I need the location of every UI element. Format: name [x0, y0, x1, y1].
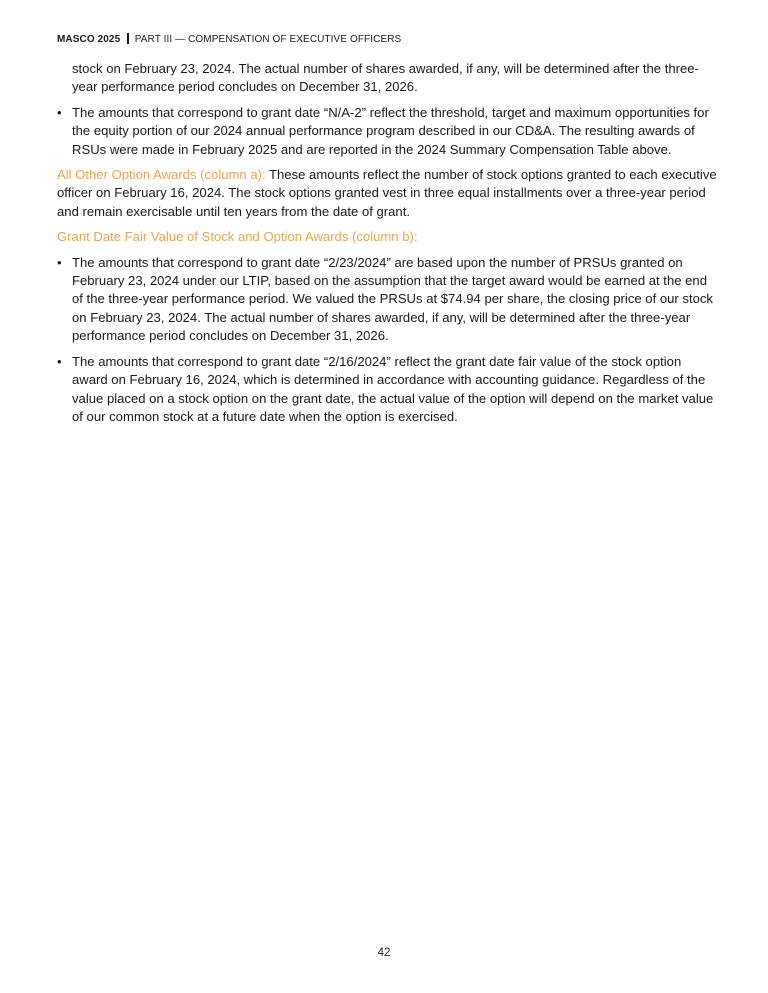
list-item: • The amounts that correspond to grant date “2/16/2024” reflect the grant date fair value of the stock option award on February 16, 2024, which is determined in accordance with accounting guidance. Regardless of the value placed on a stock option on the grant date, the actual value of the option will depend on the market value of our common stock at a future date when the option is exercised. [57, 353, 717, 427]
header-brand: MASCO 2025 [57, 34, 121, 45]
document-body [57, 60, 717, 426]
list-item: • The amounts that correspond to grant date “N/A-2” reflect the threshold, target and maximum opportunities for the equity portion of our 2024 annual performance program described in our CD&A. The resulting awards of RSUs were made in February 2025 and are reported in the 2024 Summary Compensation Table above. [57, 104, 717, 159]
page-number: 42 [377, 947, 391, 959]
page-header [57, 33, 401, 45]
continuation-paragraph: stock on February 23, 2024. The actual number of shares awarded, if any, will be determined after the three-year performance period concludes on December 31, 2026. [72, 61, 699, 95]
bullet-list-rsu [57, 104, 717, 159]
header-section: PART III — COMPENSATION OF EXECUTIVE OFFICERS [134, 34, 402, 45]
fair-value-heading: Grant Date Fair Value of Stock and Option Awards (column b): [57, 229, 418, 245]
list-item: • The amounts that correspond to grant date “2/23/2024” are based upon the number of PRSUs granted on February 23, 2024 under our LTIP, based on the assumption that the target award would be earned at the end of the three-year performance period. We valued the PRSUs at $74.94 per share, the closing price of our stock on February 23, 2024. The actual number of shares awarded, if any, will be determined after the three-year performance period concludes on December 31, 2026. [57, 254, 717, 346]
option-awards-text: These amounts reflect the number of stock options granted to each executive officer on February 16, 2024. The stock options granted vest in three equal installments over a three-year period and remain exercisable until ten years from the date of grant. [57, 167, 717, 219]
bullet-list-fair-value [57, 254, 717, 427]
option-awards-paragraph [57, 166, 717, 221]
header-divider [127, 33, 129, 44]
option-awards-heading: All Other Option Awards (column a): [57, 167, 266, 183]
